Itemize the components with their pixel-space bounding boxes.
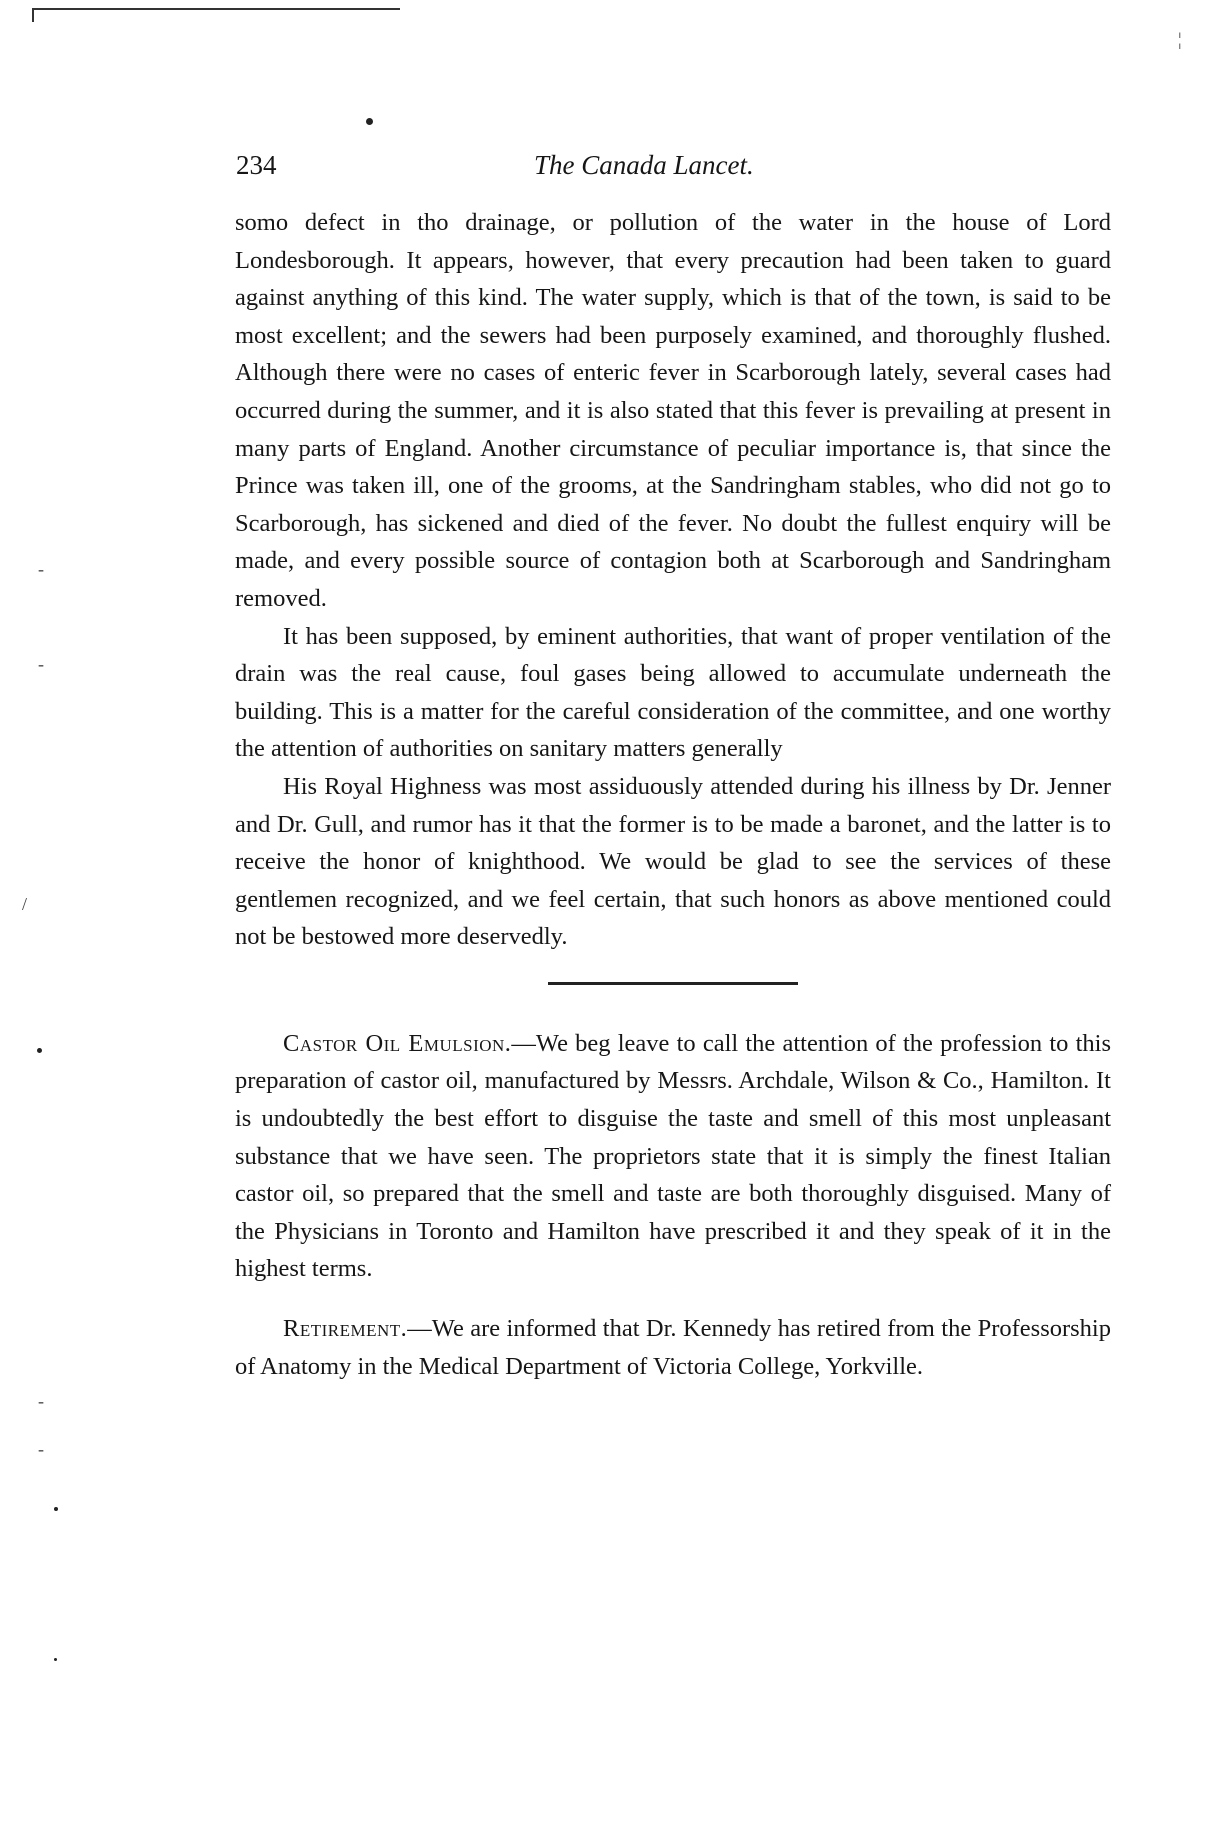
ink-speck bbox=[54, 1658, 57, 1661]
castor-oil-text: —We beg leave to call the attention of the profession to this preparation of castor oil, manufactured by Messrs. Archdale, Wilson & Co., Hamilton. It is undoubtedly the best effort to disguise the taste and smell of this most unpleasant substance that we have seen. The proprietors state that it is simply the finest Italian castor oil, so prepared that the smell and taste are both thoroughly disguised. Many of the Physicians in Toronto and Hamilton have prescribed it and they speak of it in the highest terms. bbox=[235, 1029, 1112, 1283]
top-border-rule bbox=[32, 8, 400, 10]
ink-speck bbox=[37, 1048, 42, 1053]
margin-mark: ¦ bbox=[1178, 29, 1182, 49]
article-paragraph-1: somo defect in tho drainage, or pollution of the water in the house of Lord Londesborough. It appears, however, that every precaution had been taken to guard against anything of this kind. The water supply, which is that of the town, is said to be most excellent; and the sewers had been purposely examined, and thoroughly flushed. Although there were no cases of enteric fever in Scarborough lately, several cases had occurred during the summer, and it is also stated that this fever is prevailing at present in many parts of England. Another circumstance of peculiar importance is, that since the Prince was taken ill, one of the grooms, at the Sandringham stables, who did not go to Scarborough, has sickened and died of the fever. No doubt the fullest enquiry will be made, and every possible source of contagion both at Scarborough and Sandringham removed. bbox=[235, 209, 1111, 612]
margin-mark: - bbox=[38, 1439, 44, 1459]
margin-mark: - bbox=[38, 1391, 44, 1411]
retirement-heading: Retirement. bbox=[283, 1315, 408, 1343]
section-divider bbox=[548, 982, 798, 985]
article-paragraph-3: His Royal Highness was most assiduously attended during his illness by Dr. Jenner and Dr. Gull, and rumor has it that the former is to be made a baronet, and the latter is to receive the honor of knighthood. We would be glad to see the services of these gentlemen recognized, and we feel certain, that such honors as above mentioned could not be bestowed more deservedly. bbox=[235, 772, 1111, 951]
ink-speck bbox=[366, 118, 373, 125]
page-header bbox=[236, 150, 1112, 190]
retirement-notice bbox=[235, 1310, 1111, 1385]
page-body bbox=[235, 204, 1111, 1385]
castor-oil-heading: Castor Oil Emulsion. bbox=[283, 1029, 512, 1057]
margin-mark: - bbox=[38, 559, 44, 579]
top-border-tick bbox=[32, 8, 34, 22]
article-paragraph-2: It has been supposed, by eminent authorities, that want of proper ventilation of the drain was the real cause, foul gases being allowed to accumulate underneath the building. This is a matter for the careful consideration of the committee, and one worthy the attention of authorities on sanitary matters generally bbox=[235, 622, 1111, 763]
retirement-text: —We are informed that Dr. Kennedy has retired from the Professorship of Anatomy in the Medical Department of Victoria College, Yorkville. bbox=[235, 1315, 1111, 1380]
ink-speck bbox=[54, 1507, 58, 1511]
running-title: The Canada Lancet. bbox=[534, 150, 754, 180]
margin-mark: / bbox=[22, 894, 28, 914]
notice-spacer bbox=[235, 1288, 1111, 1310]
page-number: 234 bbox=[236, 150, 277, 180]
margin-mark: - bbox=[38, 654, 44, 674]
castor-oil-notice bbox=[235, 1025, 1111, 1288]
